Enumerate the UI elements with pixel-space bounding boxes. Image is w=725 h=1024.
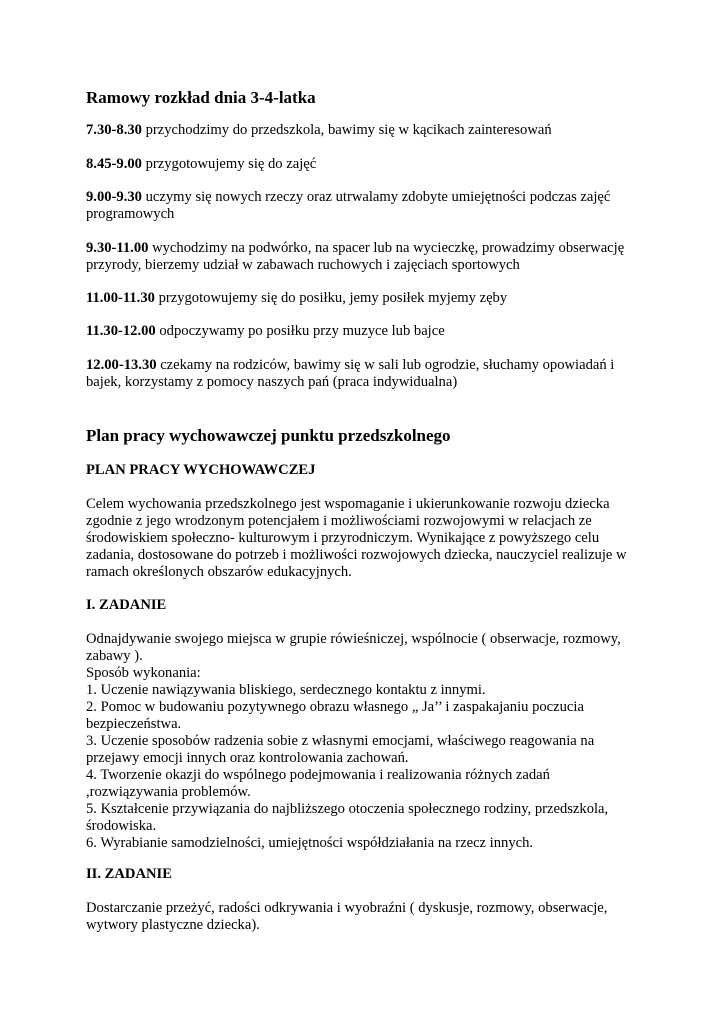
schedule-text: czekamy na rodziców, bawimy się w sali lub ogrodzie, słuchamy opowiadań i bajek, korzystamy z pomocy naszych pań (praca indywidualna) bbox=[86, 357, 615, 390]
task1-line: środowiska. bbox=[86, 818, 157, 834]
schedule-item bbox=[86, 357, 646, 391]
schedule-time: 11.30-12.00 bbox=[86, 323, 156, 339]
schedule-text: przychodzimy do przedszkola, bawimy się w kącikach zainteresowań bbox=[141, 122, 552, 138]
task1-line: 5. Kształcenie przywiązania do najbliższego otoczenia społecznego rodziny, przedszkola, bbox=[86, 801, 609, 817]
schedule-text: odpoczywamy po posiłku przy muzyce lub bajce bbox=[155, 323, 445, 339]
task1-line: przejawy emocji innych oraz kontrolowania zachowań. bbox=[86, 750, 409, 766]
schedule-time: 9.00-9.30 bbox=[86, 189, 142, 205]
schedule-item bbox=[86, 240, 646, 274]
task1-line: zabawy ). bbox=[86, 648, 143, 664]
schedule-title: Ramowy rozkład dnia 3-4-latka bbox=[86, 88, 316, 107]
schedule-text: uczymy się nowych rzeczy oraz utrwalamy zdobyte umiejętności podczas zajęć programowych bbox=[86, 189, 611, 222]
schedule-item bbox=[86, 323, 646, 340]
task1-line: 1. Uczenie nawiązywania bliskiego, serdecznego kontaktu z innymi. bbox=[86, 682, 486, 698]
plan-intro: Celem wychowania przedszkolnego jest wspomaganie i ukierunkowanie rozwoju dziecka zgodnie z jego wrodzonym potencjałem i możliwościami rozwojowymi w relacjach ze środowiskiem społeczno- kulturowym i przyrodniczym. Wynikające z powyższego celu zadania, dostosowane do potrzeb i możliwości rozwojowych dziecka, nauczyciel realizuje w ramach określonych obszarów edukacyjnych. bbox=[86, 496, 627, 580]
task1-line: Odnajdywanie swojego miejsca w grupie rówieśniczej, wspólnocie ( obserwacje, rozmowy, bbox=[86, 631, 621, 647]
schedule-time: 9.30-11.00 bbox=[86, 240, 149, 256]
schedule-item bbox=[86, 189, 646, 223]
schedule-item bbox=[86, 156, 646, 173]
plan-title: Plan pracy wychowawczej punktu przedszkolnego bbox=[86, 426, 451, 445]
task1-line: 6. Wyrabianie samodzielności, umiejętności współdziałania na rzecz innych. bbox=[86, 835, 534, 851]
schedule-text: przygotowujemy się do zajęć bbox=[141, 156, 317, 172]
schedule-item bbox=[86, 290, 646, 307]
plan-subtitle: PLAN PRACY WYCHOWAWCZEJ bbox=[86, 462, 316, 478]
task2-line: wytwory plastyczne dziecka). bbox=[86, 917, 260, 933]
task2-line: Dostarczanie przeżyć, radości odkrywania i wyobraźni ( dyskusje, rozmowy, obserwacje, bbox=[86, 900, 608, 916]
schedule-text: przygotowujemy się do posiłku, jemy posiłek myjemy zęby bbox=[154, 290, 508, 306]
task1-line: bezpieczeństwa. bbox=[86, 716, 182, 732]
task1-body bbox=[86, 631, 646, 852]
schedule-time: 8.45-9.00 bbox=[86, 156, 142, 172]
schedule-text: wychodzimy na podwórko, na spacer lub na wycieczkę, prowadzimy obserwację przyrody, bierzemy udział w zabawach ruchowych i zajęciach sportowych bbox=[86, 240, 625, 273]
schedule-time: 7.30-8.30 bbox=[86, 122, 142, 138]
schedule-item bbox=[86, 122, 646, 139]
task2-body bbox=[86, 900, 646, 934]
task1-heading: I. ZADANIE bbox=[86, 597, 167, 613]
task1-line: ,rozwiązywania problemów. bbox=[86, 784, 251, 800]
task2-heading: II. ZADANIE bbox=[86, 866, 172, 882]
task1-line: 3. Uczenie sposobów radzenia sobie z własnymi emocjami, właściwego reagowania na bbox=[86, 733, 595, 749]
task1-line: 4. Tworzenie okazji do wspólnego podejmowania i realizowania różnych zadań bbox=[86, 767, 550, 783]
task1-line: 2. Pomoc w budowaniu pozytywnego obrazu własnego „ Ja’’ i zaspakajaniu poczucia bbox=[86, 699, 584, 715]
schedule-time: 12.00-13.30 bbox=[86, 357, 157, 373]
task1-line: Sposób wykonania: bbox=[86, 665, 201, 681]
schedule-time: 11.00-11.30 bbox=[86, 290, 155, 306]
